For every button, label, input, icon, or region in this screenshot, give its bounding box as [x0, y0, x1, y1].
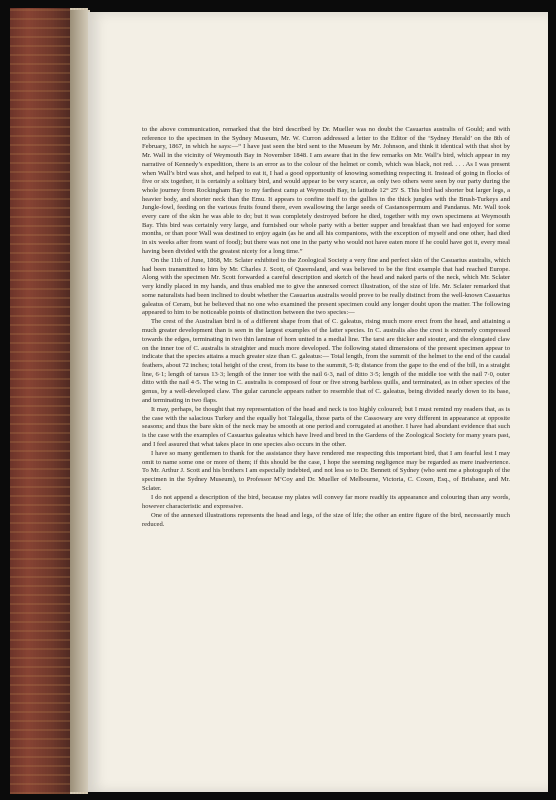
paragraph-5: I have so many gentlemen to thank for the assistance they have rendered me respecting this important bird, that I am fearful lest I may omit to name some one or more of them; if this should be the case, I hope the seeming negligence may be regarded as mere inadvertence. To Mr. Arthur J. Scott and his brothers I am especially indebted, and not less so to Dr. Bennett of Sydney (who sent me a photograph of the specimen in the Sydney Museum), to Professor M‘Coy and Dr. Mueller of Melbourne, Victoria, C. Coxen, Esq., of Brisbane, and Mr. Sclater. — [142, 450, 510, 492]
book-page — [88, 12, 548, 792]
body-text — [142, 126, 510, 530]
paragraph-6: I do not append a description of the bird, because my plates will convey far more readily its appearance and colouring than any words, however characteristic and expressive. — [142, 494, 510, 510]
paragraph-1: to the above communication, remarked that the bird described by Dr. Mueller was no doubt the Casuarius australis of Gould; and with reference to the specimen in the Sydney Museum, Mr. W. Curron addressed a letter to the Editor of the ‘Sydney Herald’ on the 8th of February, 1867, in which he says:—“ I have just seen the bird sent to the Museum by Mr. Johnson, and think it identical with that shot by Mr. Wall in the vicinity of Weymouth Bay in November 1848. I am aware that in the few remarks on Mr. Wall’s bird, which appear in my narrative of Kennedy’s expedition, there is an error as to the colour of the helmet or comb, which was black, not red. . . . As I was present when Wall’s bird was shot, and helped to eat it, I had a good opportunity of knowing something respecting it. Instead of going in flocks of five or six together, it is certainly a solitary bird, and would appear to be very scarce, as only two others were seen by our party during the whole journey from Rockingham Bay to my farthest camp at Weymouth Bay, in latitude 12° 25′ S. This bird had shorter but larger legs, a heavier body, and shorter neck than the Emu. It appears to confine itself to the gullies in the thick jungles with the Brush-Turkeys and Jungle-fowl, feeding on the various fruits found there, even swallowing the large seeds of Castanospermum and Pandanus. Mr. Wall took every care of the skin he was able to do; but it was completely destroyed before he died, together with my own specimens at Weymouth Bay. This bird was certainly very large, and furnished our whole party with a better supper and breakfast than we had enjoyed for some months, or than poor Wall was destined to enjoy again (as he and all his companions, with the exception of myself and one other, had died in six weeks after from want of food); but there was not one in the party who would not have eaten more if he could have got it, every meal having been divided with the greatest nicety for a long time.” — [142, 126, 510, 255]
book-binding — [10, 8, 70, 794]
paragraph-2: On the 11th of June, 1868, Mr. Sclater exhibited to the Zoological Society a very fine and perfect skin of the Casuarius australis, which had been transmitted to him by Mr. Charles J. Scott, of Queensland, and was believed to be the first example that had reached Europe. Along with the specimen Mr. Scott forwarded a careful description and sketch of the head and naked parts of the neck, which Mr. Sclater very kindly placed in my hands, and thus enabled me to give the annexed correct illustration, of the size of life. Mr. Sclater remarked that some naturalists had been inclined to doubt whether the Casuarius australis would prove to be really distinct from the well-known Casuarius galeatus of Ceram, but he believed that no one who examined the present specimen could any longer doubt upon the matter. The following appeared to him to be noticeable points of distinction between the two species:— — [142, 257, 510, 317]
paragraph-3: The crest of the Australian bird is of a different shape from that of C. galeatus, rising much more erect from the head, and attaining a much greater development than is seen in the largest examples of the latter species. In C. australis also the crest is extremely compressed towards the edges, terminating in two thin laminæ of horn united in a medial line. The tarsi are thicker and stouter, and the elongated claw on the inner toe of C. australis is straighter and much more developed. The following stated dimensions of the present specimen appear to indicate that the species attains a much greater size than C. galeatus:— Total length, from the summit of the helmet to the end of the caudal feathers, about 72 inches; total height of the crest, from its base to the summit, 5·8; distance from the gape to the end of the bill, in a straight line, 6·1; length of tarsus 13·3; length of the inner toe with the nail 6·3, nail of ditto 3·5; length of the middle toe with the nail 7·0, outer ditto with the nail 4·5. The wing in C. australis is composed of four or five strong barbless quills, and terminated, as in other species of the genus, by a well-developed claw. The gular caruncle appears rather to resemble that of C. galeatus, being divided nearly down to its base, and terminating in two flaps. — [142, 318, 510, 404]
paragraph-7: One of the annexed illustrations represents the head and legs, of the size of life; the other an entire figure of the bird, necessarily much reduced. — [142, 511, 510, 528]
paragraph-4: It may, perhaps, be thought that my representation of the head and neck is too highly coloured; but I must remind my readers that, as is the case with the salacious Turkey and the equally hot Talegalla, those parts of the Cassowary are very different in appearance at opposite seasons; and thus the bare skin of the neck may be smooth at one period and corrugated at another. I have had abundant evidence that such is the case with the examples of Casuarius galeatus which have lived and bred in the Gardens of the Zoological Society for many years past, and I feel assured that what takes place in one species also occurs in the other. — [142, 406, 510, 448]
book-gutter — [70, 10, 90, 792]
